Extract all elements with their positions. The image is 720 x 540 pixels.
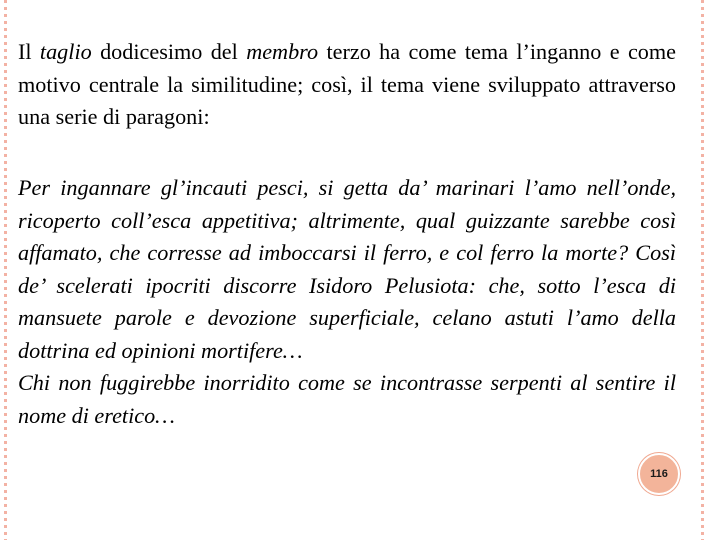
intro-text-2: dodicesimo del [91,39,247,64]
quote-text-1: Per ingannare gl’incauti pesci, si getta da’ marinari l’amo nell’onde, ricoperto coll’esca appetitiva; altrimente, qual guizzante sarebbe così affamato, che corresse ad imboccarsi il ferro, e col ferro la morte? Così de’ scelerati ipocriti discorre Isidoro Pelusiota: che, sotto l’esca di mansuete parole e devozione superficiale, celano astuti l’amo della dottrina ed opinioni mortifere… [18,175,676,363]
intro-text-1: Il [18,39,40,64]
intro-text-3: terzo ha come tema l’inganno e come motivo centrale la similitudine; così, il tema viene sviluppato attraverso una serie di paragoni: [18,39,676,129]
quote-text-2: Chi non fuggirebbe inorridito come se incontrasse serpenti al sentire il nome di eretico… [18,370,676,428]
right-decorative-border [701,0,704,540]
left-decorative-border [4,0,7,540]
intro-emphasis-membro: membro [246,39,319,64]
page-number-badge [638,453,680,495]
intro-paragraph [18,36,676,134]
page-number: 116 [650,468,668,480]
intro-emphasis-taglio: taglio [39,39,92,64]
quote-paragraph [18,172,676,432]
